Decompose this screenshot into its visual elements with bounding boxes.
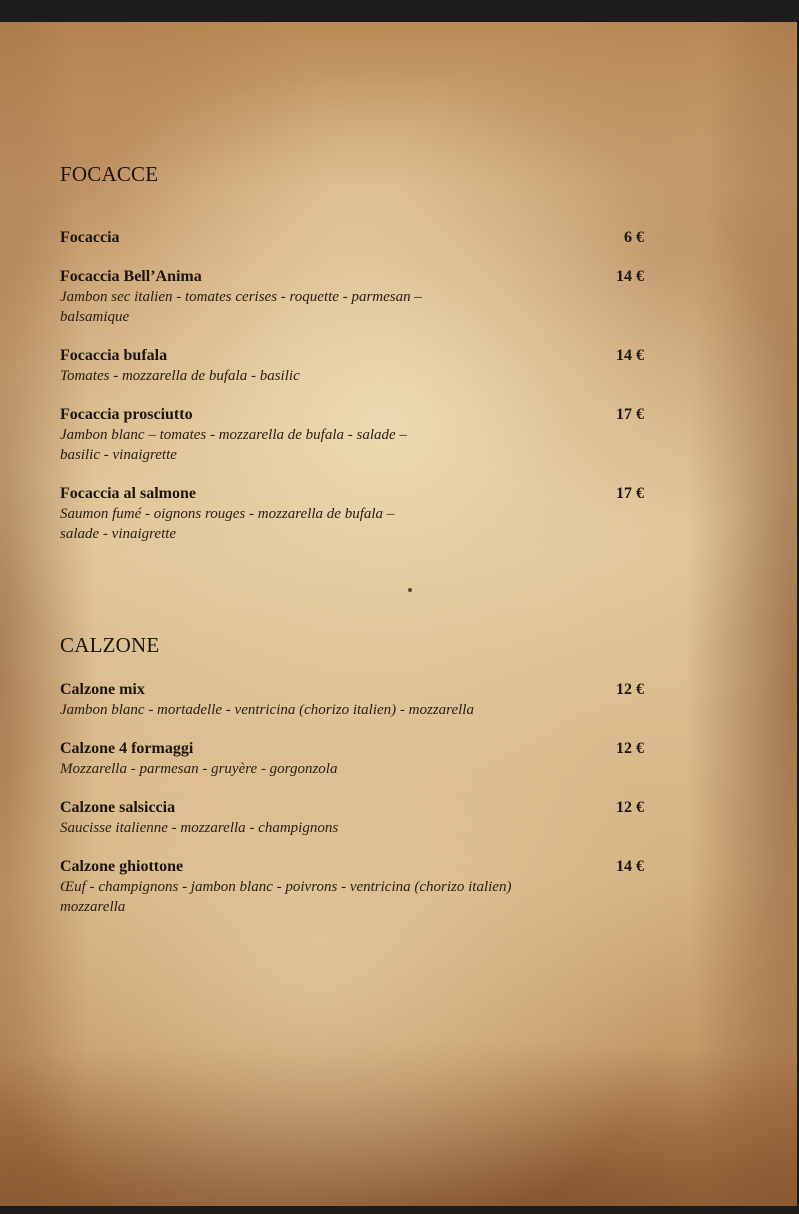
item-description-line: Jambon blanc - mortadelle - ventricina (chorizo italien) - mozzarella (60, 702, 474, 718)
divider-dot (408, 588, 412, 592)
section-title-calzone: CALZONE (60, 633, 160, 657)
item-name: Calzone 4 formaggi (60, 740, 194, 757)
item-name: Calzone mix (60, 681, 145, 698)
item-name: Calzone ghiottone (60, 858, 184, 875)
section-title-focacce: FOCACCE (60, 162, 159, 186)
item-price: 12 € (616, 681, 644, 698)
focacce-list (60, 228, 644, 563)
item-description-line: Saucisse italienne - mozzarella - champignons (60, 820, 339, 836)
item-description-line: Jambon sec italien - tomates cerises - roquette - parmesan – (60, 289, 422, 305)
item-name: Calzone salsiccia (60, 799, 176, 816)
menu-item (60, 267, 644, 327)
menu-item (60, 484, 644, 544)
menu-page (0, 22, 797, 1206)
item-price: 12 € (616, 740, 644, 757)
menu-item (60, 346, 644, 386)
item-name: Focaccia Bell’Anima (60, 268, 202, 285)
item-price: 14 € (616, 347, 644, 364)
item-price: 17 € (616, 406, 644, 423)
menu-item (60, 405, 644, 465)
item-name: Focaccia bufala (60, 347, 168, 364)
item-description-line: Mozzarella - parmesan - gruyère - gorgonzola (60, 761, 338, 777)
item-description-line: basilic - vinaigrette (60, 447, 177, 463)
item-description-line: Saumon fumé - oignons rouges - mozzarella de bufala – (60, 506, 395, 522)
item-name: Focaccia prosciutto (60, 406, 193, 423)
item-price: 14 € (616, 858, 644, 875)
item-description-line: Tomates - mozzarella de bufala - basilic (60, 368, 300, 384)
menu-item (60, 228, 644, 248)
item-description-line: Jambon blanc – tomates - mozzarella de bufala - salade – (60, 427, 407, 443)
item-price: 17 € (616, 485, 644, 502)
item-name: Focaccia al salmone (60, 485, 196, 502)
calzone-list (60, 680, 644, 936)
item-price: 14 € (616, 268, 644, 285)
item-price: 12 € (616, 799, 644, 816)
menu-item (60, 739, 644, 779)
menu-item (60, 798, 644, 838)
item-description-line: Œuf - champignons - jambon blanc - poivrons - ventricina (chorizo italien) (60, 879, 512, 895)
item-name: Focaccia (60, 229, 120, 246)
item-price: 6 € (624, 229, 644, 246)
item-description-line: salade - vinaigrette (60, 526, 177, 542)
menu-item (60, 680, 644, 720)
item-description-line: balsamique (60, 309, 130, 325)
menu-item (60, 857, 644, 917)
item-description-line: mozzarella (60, 899, 126, 915)
